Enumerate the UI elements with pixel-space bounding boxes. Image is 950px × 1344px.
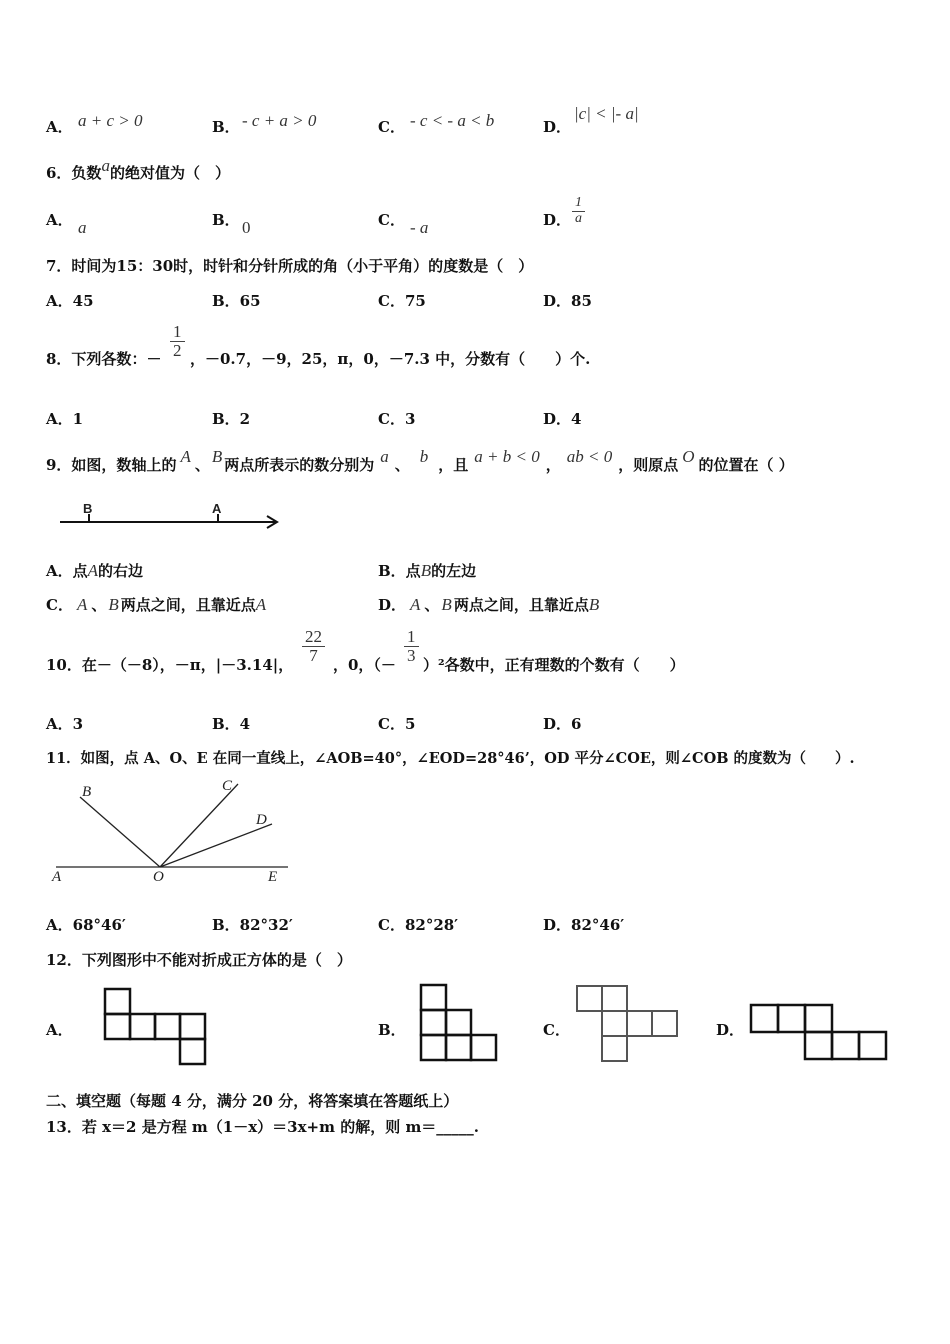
label-b: B	[82, 784, 92, 800]
q5-option-c-expr: - c < - a < b	[410, 111, 495, 130]
label-d: D	[256, 812, 267, 828]
q9-option-d: D． A 、 B 两点之间，且靠近点B	[378, 595, 600, 614]
q9-number-line-figure	[55, 498, 285, 534]
q8-option-c: C．3	[378, 410, 416, 428]
q13-stem: 13．若 x＝2 是方程 m（1－x）＝3x+m 的解，则 m＝_____.	[46, 1118, 480, 1136]
label-o: O	[153, 869, 164, 885]
q6-option-d-frac: $\frac{1}{a}$	[572, 196, 585, 226]
label-a: A	[52, 869, 62, 885]
q6-option-c-val: - a	[410, 218, 429, 237]
q8-option-b: B．2	[212, 410, 251, 428]
q9-option-b: B．点B的左边	[378, 561, 477, 580]
q5-option-b: B．	[212, 118, 240, 136]
q7-option-c: C．75	[378, 292, 426, 310]
ray-od	[160, 824, 272, 867]
q7-option-d: D．85	[543, 292, 592, 310]
q10-stem-rest: ）²各数中，正有理数的个数有（ ）	[423, 656, 685, 674]
q12-stem: 12．下列图形中不能对折成正方体的是（ ）	[46, 951, 352, 969]
q5-option-a: A．	[46, 118, 73, 136]
q11-stem: 11．如图，点 A、O、E 在同一直线上，∠AOB=40°，∠EOD=28°46’，OD 平分∠COE，则∠COB 的度数为（ ）.	[46, 750, 855, 767]
q10-option-c: C．5	[378, 715, 416, 733]
q12-net-d	[750, 1004, 890, 1066]
q9-option-a: A．点A的右边	[46, 561, 144, 580]
q12-net-c	[576, 985, 680, 1065]
q7-option-a: A．45	[46, 292, 94, 310]
q8-fraction: $\frac{1}{2}$	[170, 323, 185, 360]
label-b: B	[83, 501, 93, 516]
q12-option-c: C．	[543, 1021, 570, 1039]
q8-stem-rest: ，－0.7，－9，25，π，0，－7.3 中，分数有（ ）个.	[190, 350, 591, 368]
q10-stem-mid: ，0，（－	[333, 656, 396, 674]
label-e: E	[268, 869, 278, 885]
q12-net-a	[104, 988, 208, 1068]
q8-option-d: D．4	[543, 410, 582, 428]
q5-option-a-expr: a + c > 0	[78, 111, 143, 130]
q12-option-a: A．	[46, 1021, 73, 1039]
q11-option-a: A．68°46′	[46, 916, 126, 934]
q7-stem: 7．时间为15：30时，时针和分针所成的角（小于平角）的度数是（ ）	[46, 257, 534, 275]
q5-option-d: D．	[543, 118, 572, 136]
q7-option-b: B．65	[212, 292, 261, 310]
q10-fraction-1-3: $\frac{1}{3}$	[404, 628, 419, 665]
q10-option-a: A．3	[46, 715, 84, 733]
q11-angle-figure	[50, 772, 295, 890]
q12-option-b: B．	[378, 1021, 406, 1039]
label-a: A	[212, 501, 222, 516]
q10-option-d: D．6	[543, 715, 582, 733]
q10-stem: 10．在－（－8），－π，|－3.14|，	[46, 656, 294, 674]
q6-stem: 6．负数a的绝对值为（ ）	[46, 156, 230, 182]
q9-option-c: C． A 、 B 两点之间，且靠近点A	[46, 595, 267, 614]
q9-stem: 9．如图，数轴上的 A 、 B 两点所表示的数分别为 a 、 b ，且 a + b < 0 ， ab < 0 ，则原点 O 的位置在（ ）	[46, 447, 794, 474]
q6-option-a-val: a	[78, 218, 87, 237]
q6-option-d: D．	[543, 211, 572, 229]
q5-option-b-expr: - c + a > 0	[242, 111, 317, 130]
q5-option-d-expr: |c| < |- a|	[574, 104, 639, 123]
section-2-title: 二、填空题（每题 4 分，满分 20 分，将答案填在答题纸上）	[46, 1092, 459, 1110]
label-c: C	[222, 778, 233, 794]
q12-net-b	[420, 984, 500, 1064]
q11-option-b: B．82°32′	[212, 916, 293, 934]
q10-fraction-22-7: $\frac{22}{7}$	[302, 628, 325, 665]
q8-stem: 8．下列各数：－	[46, 350, 162, 368]
q8-option-a: A．1	[46, 410, 84, 428]
ray-oc	[160, 784, 238, 867]
q12-option-d: D．	[716, 1021, 745, 1039]
ray-ob	[80, 797, 160, 867]
q11-option-d: D．82°46′	[543, 916, 625, 934]
q6-option-c: C．	[378, 211, 405, 229]
q11-option-c: C．82°28′	[378, 916, 459, 934]
q6-option-a: A．	[46, 211, 73, 229]
q5-option-c: C．	[378, 118, 405, 136]
q6-option-b-val: 0	[242, 218, 251, 237]
q10-option-b: B．4	[212, 715, 251, 733]
q6-option-b: B．	[212, 211, 240, 229]
